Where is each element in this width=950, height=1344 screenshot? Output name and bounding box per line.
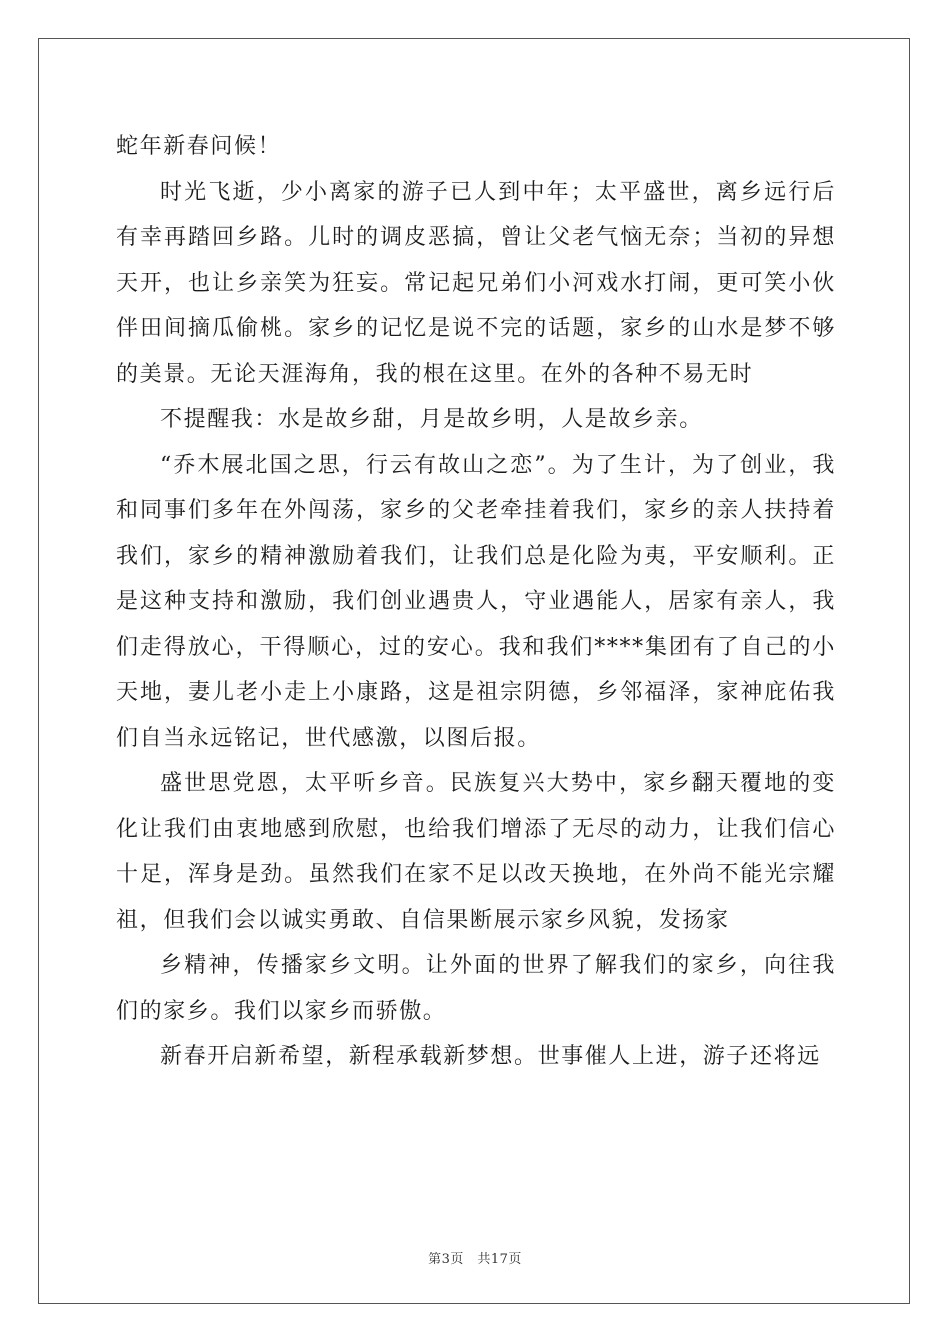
paragraph: 盛世思党恩，太平听乡音。民族复兴大势中，家乡翻天覆地的变化让我们由衷地感到欣慰，也给我们增添了无尽的动力，让我们信心十足，浑身是劲。虽然我们在家不足以改天换地，在外尚不能光宗耀祖，但我们会以诚实勇敢、自信果断展示家乡风貌，发扬家 [116, 771, 836, 933]
paragraph: 时光飞逝，少小离家的游子已人到中年；太平盛世，离乡远行后有幸再踏回乡路。儿时的调皮恶搞，曾让父老气恼无奈；当初的异想天开，也让乡亲笑为狂妄。常记起兄弟们小河戏水打闹，更可笑小伙伴田间摘瓜偷桃。家乡的记忆是说不完的话题，家乡的山水是梦不够的美景。无论天涯海角，我的根在这里。在外的各种不易无时 [116, 179, 836, 387]
paragraph: 乡精神，传播家乡文明。让外面的世界了解我们的家乡，向往我们的家乡。我们以家乡而骄傲。 [116, 953, 836, 1024]
paragraph: 新春开启新希望，新程承载新梦想。世事催人上进，游子还将远 [160, 1044, 821, 1069]
document-body [116, 124, 836, 1080]
page-number: 第3页 共17页 [428, 1252, 522, 1267]
greeting-title: 蛇年新春问候！ [116, 134, 282, 159]
paragraph: “乔木展北国之思，行云有故山之恋”。为了生计，为了创业，我和同事们多年在外闯荡，家乡的父老牵挂着我们，家乡的亲人扶持着我们，家乡的精神激励着我们，让我们总是化险为夷，平安顺利。正是这种支持和激励，我们创业遇贵人，守业遇能人，居家有亲人，我们走得放心，干得顺心，过的安心。我和我们****集团有了自己的小天地，妻儿老小走上小康路，这是祖宗阴德，乡邻福泽，家神庇佑我们自当永远铭记，世代感激，以图后报。 [116, 452, 836, 751]
paragraph: 不提醒我：水是故乡甜，月是故乡明，人是故乡亲。 [160, 407, 703, 432]
